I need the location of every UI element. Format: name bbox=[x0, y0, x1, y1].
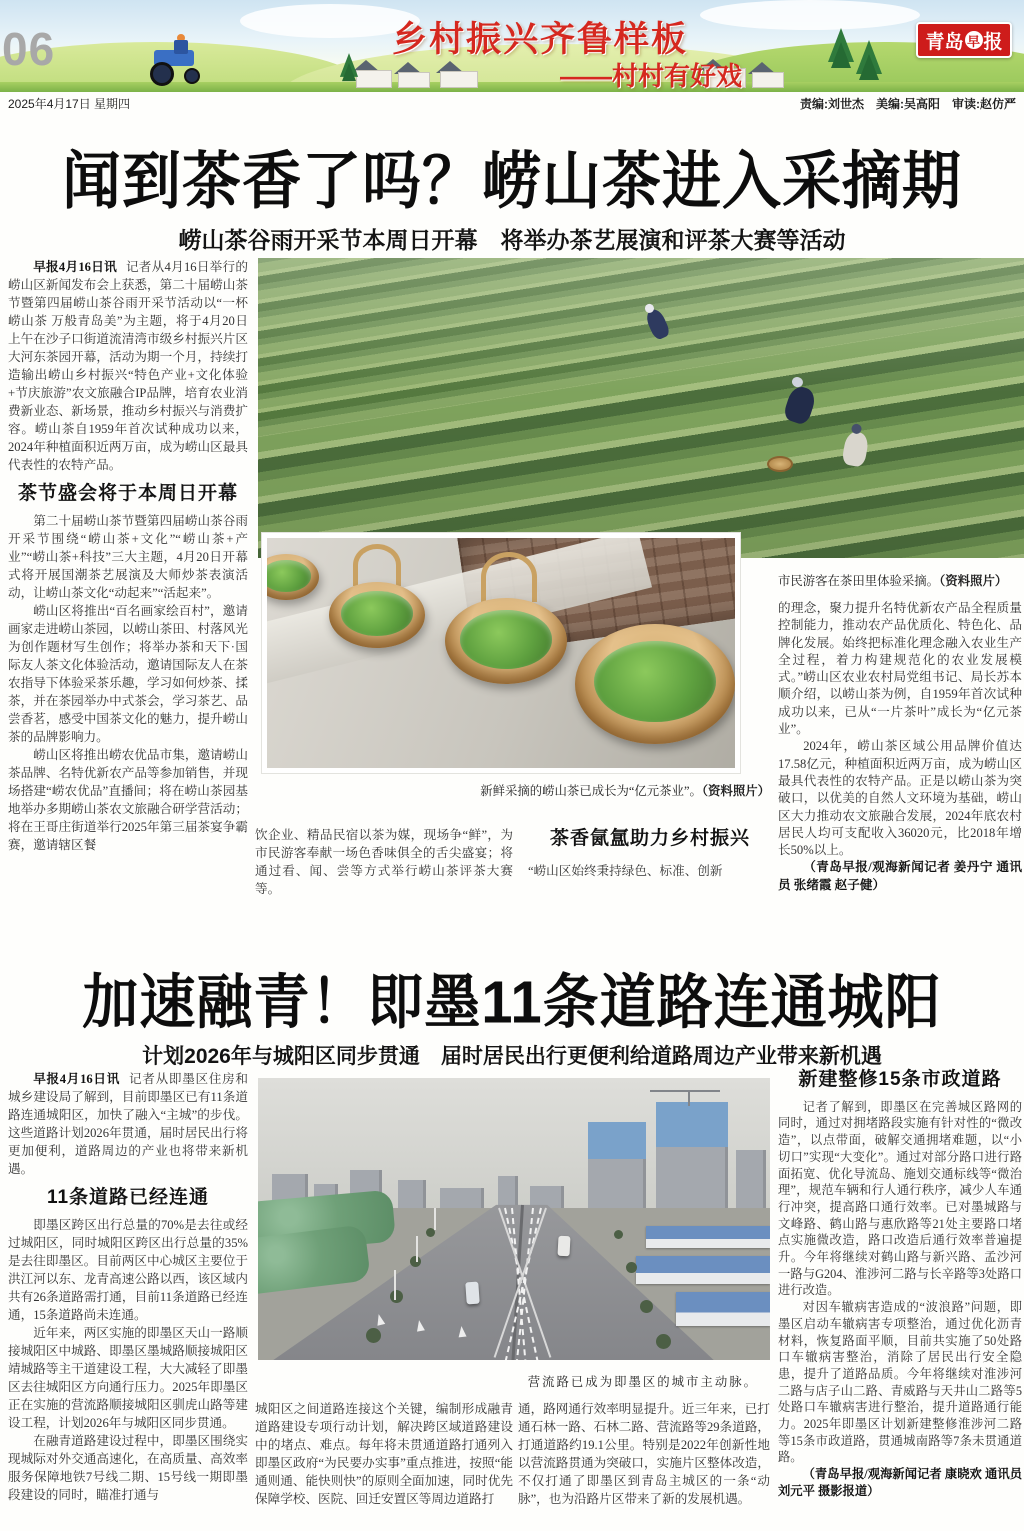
tractor-icon bbox=[148, 42, 208, 82]
byline: （青岛早报/观海新闻记者 康晓欢 通讯员 刘元平 摄影报道） bbox=[778, 1467, 1022, 1498]
tea-basket bbox=[262, 554, 319, 600]
article1-headline: 闻到茶香了吗？崂山茶进入采摘期 bbox=[61, 146, 962, 217]
masthead-circle-glyph: 早 bbox=[965, 31, 983, 49]
dateline bbox=[8, 95, 1016, 112]
editor-credits: 责编:刘世杰 美编:吴高阳 审读:赵仿严 bbox=[800, 97, 1016, 111]
paragraph: “崂山区始终秉持绿色、标准、创新 bbox=[528, 864, 723, 878]
article1-subheadline: 崂山茶谷雨开采节本周日开幕 将举办茶艺展演和评茶大赛等活动 bbox=[178, 227, 846, 253]
photo-caption-road: 营流路已成为即墨区的城市主动脉。 bbox=[527, 1375, 758, 1389]
roadside-tree bbox=[626, 1262, 637, 1273]
tea-leaves bbox=[341, 591, 414, 636]
article2-left-column bbox=[8, 1070, 248, 1531]
roadside-tree bbox=[656, 1334, 671, 1349]
house-icon bbox=[398, 62, 428, 88]
blue-roof-shed bbox=[646, 1226, 770, 1248]
article1-middle-right-column bbox=[528, 824, 772, 924]
article2-subheadline: 计划2026年与城阳区同步贯通 届时居民出行更便利给道路周边产业带来新机遇 bbox=[142, 1045, 882, 1068]
section-subhead: 茶香氤氲助力乡村振兴 bbox=[549, 828, 750, 849]
car bbox=[465, 1282, 480, 1305]
blue-roof-shed bbox=[676, 1292, 770, 1326]
paragraph: 通，路网通行效率明显提升。近三年来，已打通石林一路、石林二路、营流路等29条道路，打通道路约19.1公里。特别是2022年创新性地以营流路贯通为突破口，实施片区整体改造，不仅打通了即墨区到青岛主城区的一条“动脉”，也为沿路片区带来了新的发展机遇。 bbox=[518, 1402, 770, 1506]
photo-haze bbox=[258, 258, 1024, 558]
paragraph: 记者了解到，即墨区在完善城区路网的同时，通过对拥堵路段实施有针对性的“微改造”，以点带面，破解交通拥堵难题，以“小切口”实现“大变化”。通过对部分路口进行路面拓宽、优化导流岛、施划交通标线等“微治理”，规范车辆和行人通行秩序，减少人车通行冲突，提高路口通行效率。已对墨城路与文峰路、鹤山路与惠欣路等21处主要路口堵点实施微改造，路口改造后通行效率普遍提升。今年将继续对鹤山路与新兴路、孟沙河一路与G204、淮涉河二路与长辛路等3处路口进行改造。 bbox=[778, 1099, 1022, 1298]
light-pole bbox=[434, 1208, 436, 1230]
tea-leaves bbox=[262, 560, 311, 591]
light-pole bbox=[416, 1236, 418, 1262]
car bbox=[557, 1236, 570, 1257]
byline: （青岛早报/观海新闻记者 姜丹宁 通讯员 张绪霞 赵子健） bbox=[778, 860, 1022, 892]
section-subhead: 新建整修15条市政道路 bbox=[798, 1069, 1002, 1090]
basket-handle bbox=[481, 552, 537, 602]
article1-left-column bbox=[8, 258, 248, 898]
page-number: 06 bbox=[2, 23, 56, 75]
masthead-logo bbox=[916, 22, 1012, 58]
masthead-text: 青岛 bbox=[925, 31, 964, 53]
dateline-lead: 早报4月16日讯 bbox=[33, 1072, 120, 1086]
light-pole bbox=[394, 1270, 396, 1300]
tea-leaves bbox=[460, 610, 553, 668]
basket-handle bbox=[353, 544, 401, 586]
grass-strip bbox=[0, 82, 1024, 92]
article2-bottom-right-column bbox=[518, 1400, 770, 1531]
paragraph: 第二十届崂山茶节暨第四届崂山茶谷雨开采节围绕“崂山茶+文化”“崂山茶+产业”“崂山茶+科技”三大主题，4月20日开幕式将开展国潮茶艺展演及大师炒茶表演活动，让崂山茶文化“动起来”“活起来”。 bbox=[8, 514, 248, 600]
photo-tea-field bbox=[258, 258, 1024, 558]
article2-bottom-left-column bbox=[255, 1400, 513, 1531]
paragraph: 崂山区将推出“百名画家绘百村”，邀请画家走进崂山茶园，以崂山茶田、村落风光为创作题材写生创作；将举办茶和天下·国际友人茶文化体验活动，邀请国际友人在茶农指导下体验采茶乐趣，学习如何炒茶、揉茶，并在茶园举办中式茶会，学习茶艺、品尝香茗，感受中国茶文化的魅力，提升崂山茶的品牌影响力。 bbox=[8, 604, 248, 744]
article1-right-column bbox=[778, 600, 1022, 938]
banner-subtitle: ——村村有好戏 bbox=[560, 61, 743, 91]
house-icon bbox=[440, 60, 476, 88]
section-subhead: 茶节盛会将于本周日开幕 bbox=[17, 483, 238, 504]
roadside-tree bbox=[366, 1328, 381, 1343]
crane bbox=[650, 1090, 720, 1092]
tea-basket bbox=[329, 582, 425, 648]
road-arrow bbox=[457, 1326, 466, 1338]
construction-tower bbox=[656, 1102, 728, 1220]
paragraph: 近年来，两区实施的即墨区天山一路顺接城阳区中城路、即墨区墨城路顺接城阳区靖城路等主干道建设工程，大大减轻了即墨区去往城阳区方向通行压力。2025年即墨区正在实施的营流路顺接城阳区驯虎山路等建设工程，计划2026年与城阳区同步贯通。 bbox=[8, 1326, 248, 1430]
masthead-text: 报 bbox=[983, 31, 1003, 53]
house-icon bbox=[356, 58, 390, 88]
paragraph: 崂山区将推出崂农优品市集，邀请崂山茶品牌、名特优新农产品等参加销售，并现场搭建“崂农优品”直播间；将在崂山茶园基地举办多期崂山茶农文旅融合研学营活动；将在王哥庄街道举行2025年第三届茶宴争霸赛，邀请辖区餐 bbox=[8, 748, 248, 852]
paragraph: 早报4月16日讯 记者从4月16日举行的崂山区新闻发布会上获悉，第二十届崂山茶节暨第四届崂山茶谷雨开采节活动以“一杯崂山茶 万般青岛美”为主题，将于4月20日上午在沙子口街道流清湾市级乡村振兴片区大河东茶园开幕，活动为期一个月，持续打造输出崂山乡村振兴“特色产业+文化体验+节庆旅游”农文旅融合IP品牌，培育农业消费新业态、新场景，推动乡村振兴与消费扩容。崂山茶自1959年首次试种成功以来，2024年种植面积近两万亩，成为崂山区最具代表性的农特产品。 bbox=[8, 260, 248, 472]
paragraph: 城阳区之间道路连接这个关键，编制形成融青道路建设专项行动计划，解决跨区域道路建设中的堵点、难点。每年将未贯通道路打通列入即墨区政府“为民要办实事”重点推进，按照“能通则通、能快则快”的原则全面加速，同时优先保障学校、医院、回迁安置区等周边道路打 bbox=[255, 1402, 513, 1506]
section-subhead: 11条道路已经连通 bbox=[46, 1187, 210, 1208]
pine-tree-icon bbox=[856, 40, 882, 74]
photo-city-road bbox=[258, 1078, 770, 1360]
roadside-tree bbox=[390, 1290, 403, 1303]
article1-middle-column bbox=[255, 826, 513, 918]
banner bbox=[0, 0, 1024, 92]
paragraph: 饮企业、精品民宿以茶为媒，现场争“鲜”，为市民游客奉献一场色香味俱全的舌尖盛宴；将通过看、闻、尝等方式举行崂山茶评茶大赛等。 bbox=[255, 828, 513, 896]
paragraph: 早报4月16日讯 记者从即墨区住房和城乡建设局了解到，目前即墨区已有11条道路连通城阳区，加快了融入“主城”的步伐。这些道路计划2026年贯通，届时居民出行将更加便利，道路周边的产业也将带来新机遇。 bbox=[8, 1072, 248, 1176]
photo-tea-baskets bbox=[262, 533, 740, 773]
publication-date: 2025年4月17日 星期四 bbox=[8, 97, 131, 111]
roadside-tree bbox=[640, 1300, 653, 1313]
tea-basket bbox=[445, 598, 567, 684]
paragraph: 在融青道路建设过程中，即墨区围绕实现城际对外交通高速化，在高质量、高效率服务保障地铁7号线二期、15号线一期即墨段建设的同时，瞄准打通与 bbox=[8, 1434, 248, 1502]
house-icon bbox=[752, 62, 782, 88]
road-arrow bbox=[415, 1319, 425, 1331]
blue-roof-shed bbox=[636, 1256, 770, 1284]
tea-basket bbox=[575, 624, 735, 744]
banner-title: 乡村振兴齐鲁样板 bbox=[391, 20, 688, 59]
construction-tower bbox=[588, 1122, 646, 1220]
photo-caption-field: 市民游客在茶田里体验采摘。（资料照片） bbox=[778, 574, 1008, 588]
paragraph: 即墨区跨区出行总量的70%是去往或经过城阳区，同时城阳区跨区出行总量的35%是去往即墨区。目前两区中心城区主要位于洪江河以东、龙青高速公路以西，该区域内共有26条道路需打通，目前11条道路已经连通，15条道路尚未连通。 bbox=[8, 1218, 248, 1322]
pine-tree-icon bbox=[828, 28, 854, 62]
photo-caption-baskets: 新鲜采摘的崂山茶已成长为“亿元茶业”。（资料照片） bbox=[480, 784, 770, 798]
article2-right-column bbox=[778, 1068, 1022, 1531]
article2-headline: 加速融青！即墨11条道路连通城阳 bbox=[82, 968, 942, 1036]
crane bbox=[688, 1090, 690, 1106]
paragraph: 2024年，崂山茶区域公用品牌价值达17.58亿元，种植面积近两万亩，成为崂山区最具代表性的农特产品。正是以崂山茶为突破口，以优美的自然人文环境为基础，崂山区大力推动农文旅融合发展，2024年底农村居民人均可支配收入36020元，比2018年增长50%以上。 bbox=[778, 739, 1022, 858]
paragraph: 的理念，聚力提升名特优新农产品全程质量控制能力，推动农产品优质化、特色化、品牌化发展。始终把标准化理念融入农业生产全过程，着力构建规范化的农业发展模式。”崂山区农业农村局党组书记、局长苏本顺介绍，以崂山茶为例，自1959年首次试种成功以来，已从“一片茶叶”成长为“亿元茶业”。 bbox=[778, 601, 1022, 737]
tea-leaves bbox=[594, 641, 716, 723]
roadside-tree bbox=[614, 1230, 623, 1239]
paragraph: 对因车辙病害造成的“波浪路”问题，即墨区启动车辙病害专项整治，通过优化沥青材料，恢复路面平顺，目前共实施了50处路口车辙病害整治，消除了居民出行安全隐患，提升了道路品质。今年将继续对淮涉河二路与店子山二路、青威路与天井山二路等5处路口车辙病害进行整治，提升道路通行能力。2025年即墨区计划新建整修淮涉河二路等15条市政道路，贯通城南路等7条未贯通道路。 bbox=[778, 1300, 1022, 1465]
dateline-lead: 早报4月16日讯 bbox=[33, 260, 117, 274]
